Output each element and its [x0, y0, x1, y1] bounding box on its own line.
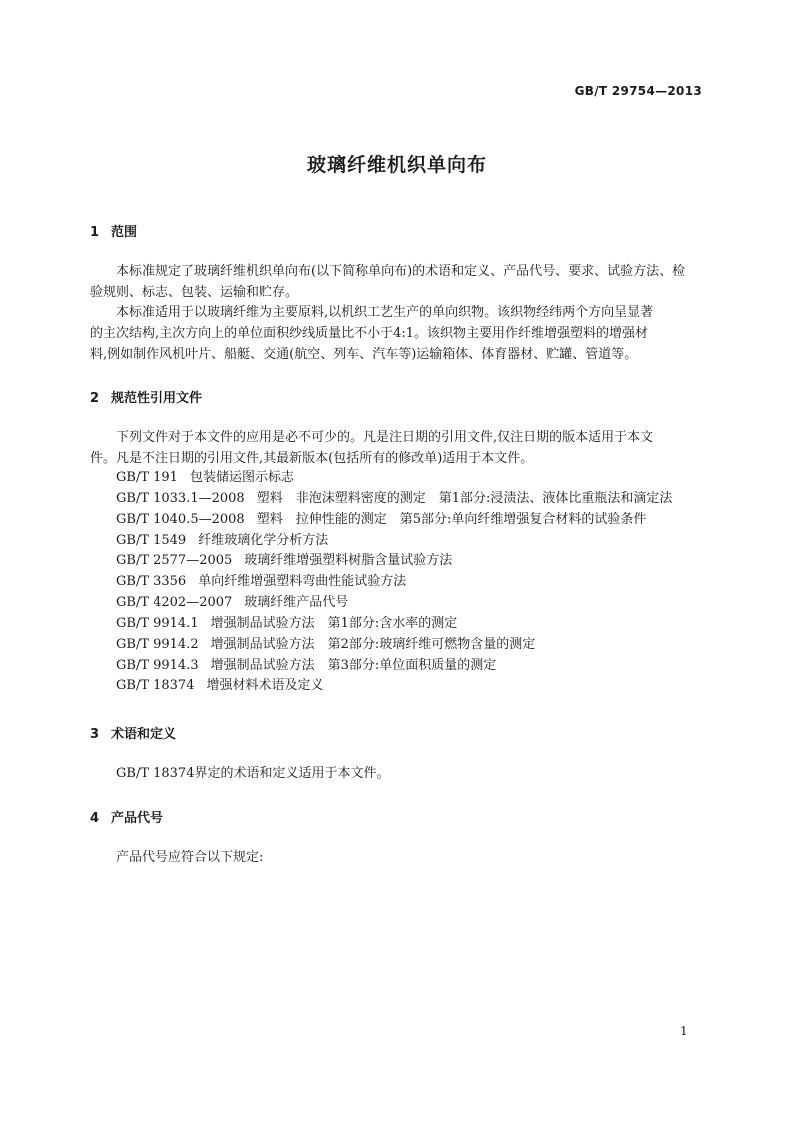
text-line: 本标准适用于以玻璃纤维为主要原料,以机织工艺生产的单向织物。该织物经纬两个方向呈显著 — [116, 305, 654, 320]
reference-item — [116, 531, 672, 552]
text-line: 料,例如制作风机叶片、船艇、交通(航空、列车、汽车等)运输箱体、体育器材、贮罐、管道等。 — [90, 347, 638, 362]
reference-code: GB/T 4202—2007 — [116, 595, 233, 611]
section-title: 产品代号 — [111, 811, 164, 826]
reference-title: 塑料 拉伸性能的测定 第5部分:单向纤维增强复合材料的试验条件 — [256, 511, 647, 527]
reference-title: 增强制品试验方法 第1部分:含水率的测定 — [210, 615, 458, 631]
page-number: 1 — [680, 1024, 688, 1038]
section-number: 4 — [90, 811, 100, 826]
reference-title: 塑料 非泡沫塑料密度的测定 第1部分:浸渍法、液体比重瓶法和滴定法 — [256, 490, 673, 506]
reference-code: GB/T 1549 — [116, 532, 187, 548]
section-title: 范围 — [111, 225, 138, 240]
reference-code: GB/T 9914.2 — [116, 636, 199, 652]
reference-title: 包装储运图示标志 — [189, 470, 294, 485]
reference-title: 增强制品试验方法 第3部分:单位面积质量的测定 — [210, 657, 497, 673]
reference-code: GB/T 2577—2005 — [116, 553, 233, 569]
document-title: 玻璃纤维机织单向布 — [306, 154, 487, 176]
reference-title: 单向纤维增强塑料弯曲性能试验方法 — [198, 574, 407, 590]
reference-title: 增强制品试验方法 第2部分:玻璃纤维可燃物含量的测定 — [210, 636, 536, 652]
reference-item — [116, 676, 672, 697]
reference-title: 玻璃纤维增强塑料树脂含量试验方法 — [244, 553, 453, 569]
section-3-heading — [90, 723, 176, 742]
section-3-paragraph — [90, 763, 707, 784]
section-number: 1 — [90, 225, 100, 240]
reference-title: 玻璃纤维产品代号 — [244, 595, 349, 611]
text-line: GB/T 18374界定的术语和定义适用于本文件。 — [116, 766, 390, 781]
reference-item — [116, 551, 672, 572]
section-1-paragraph-1 — [90, 261, 707, 303]
section-title: 规范性引用文件 — [111, 391, 203, 406]
section-4-heading — [90, 807, 163, 826]
reference-code: GB/T 18374 — [116, 678, 195, 694]
reference-code: GB/T 191 — [116, 470, 178, 485]
section-2-heading — [90, 387, 202, 406]
reference-item — [116, 489, 672, 510]
reference-title: 纤维玻璃化学分析方法 — [198, 532, 329, 548]
section-title: 术语和定义 — [111, 727, 177, 742]
standard-code: GB/T 29754—2013 — [574, 84, 702, 98]
section-2-intro — [90, 427, 707, 469]
reference-list — [116, 468, 672, 697]
text-line: 件。凡是不注日期的引用文件,其最新版本(包括所有的修改单)适用于本文件。 — [90, 451, 534, 466]
reference-code: GB/T 1040.5—2008 — [116, 511, 245, 527]
reference-item — [116, 593, 672, 614]
reference-code: GB/T 1033.1—2008 — [116, 490, 245, 506]
section-1-paragraph-2 — [90, 302, 707, 365]
text-line: 产品代号应符合以下规定: — [116, 850, 264, 865]
text-line: 的主次结构,主次方向上的单位面积纱线质量比不小于4:1。该织物主要用作纤维增强塑料的增强材 — [90, 326, 649, 341]
text-line: 验规则、标志、包装、运输和贮存。 — [90, 285, 299, 300]
reference-code: GB/T 9914.3 — [116, 657, 199, 673]
reference-title: 增强材料术语及定义 — [206, 678, 324, 694]
text-line: 下列文件对于本文件的应用是必不可少的。凡是注日期的引用文件,仅注日期的版本适用于本文 — [116, 430, 654, 445]
reference-item — [116, 635, 672, 656]
reference-code: GB/T 3356 — [116, 574, 187, 590]
section-1-heading — [90, 221, 137, 240]
reference-item — [116, 614, 672, 635]
reference-item — [116, 510, 672, 531]
section-number: 3 — [90, 727, 100, 742]
reference-item — [116, 572, 672, 593]
section-number: 2 — [90, 391, 100, 406]
text-line: 本标准规定了玻璃纤维机织单向布(以下简称单向布)的术语和定义、产品代号、要求、试验方法、检 — [116, 264, 686, 279]
reference-code: GB/T 9914.1 — [116, 615, 199, 631]
reference-item — [116, 468, 672, 489]
section-4-paragraph — [90, 847, 707, 868]
reference-item — [116, 656, 672, 677]
